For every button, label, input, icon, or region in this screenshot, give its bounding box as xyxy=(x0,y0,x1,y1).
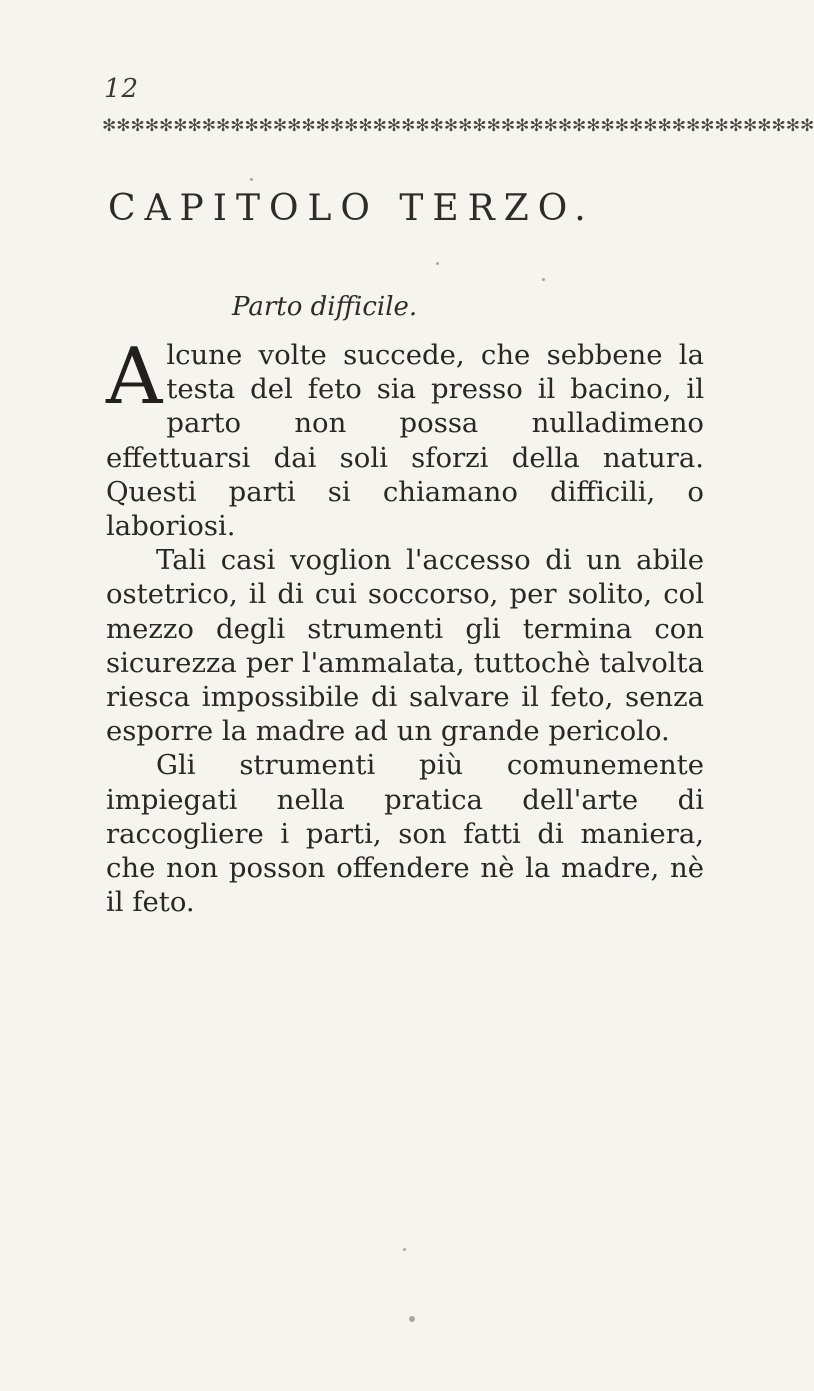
paragraph-1-text: lcune volte succede, che sebbene la testa del feto sia presso il bacino, il parto non possa nulladimeno effettuarsi dai soli sforzi della natura. Questi parti si chiamano difficili, o laboriosi. xyxy=(106,339,704,543)
paragraph-1 xyxy=(106,332,704,543)
page-number: 12 xyxy=(104,74,140,104)
section-title: Parto difficile. xyxy=(232,292,418,322)
speck xyxy=(403,1248,406,1251)
drop-cap: A xyxy=(106,332,163,422)
paragraph-2: Tali casi voglion l'accesso di un abile ostetrico, il di cui soccorso, per solito, col mezzo degli strumenti gli termina con sicurezza per l'ammalata, tuttochè talvolta riesca impossibile di salvare il feto, senza esporre la madre ad un grande pericolo. xyxy=(106,544,704,748)
body-text xyxy=(106,332,704,919)
speck xyxy=(436,262,439,265)
speck xyxy=(250,178,253,181)
decorative-ornament-rule: ✻✻✻✻✻✻✻✻✻✻✻✻✻✻✻✻✻✻✻✻✻✻✻✻✻✻✻✻✻✻✻✻✻✻✻✻✻✻✻✻✻✻✻✻✻✻✻✻✻✻ xyxy=(102,116,814,136)
speck xyxy=(409,1316,415,1322)
paragraph-3: Gli strumenti più comunemente impiegati nella pratica dell'arte di raccogliere i parti, son fatti di maniera, che non posson offendere nè la madre, nè il feto. xyxy=(106,749,704,919)
chapter-title: CAPITOLO TERZO. xyxy=(108,188,595,229)
speck xyxy=(542,278,545,281)
